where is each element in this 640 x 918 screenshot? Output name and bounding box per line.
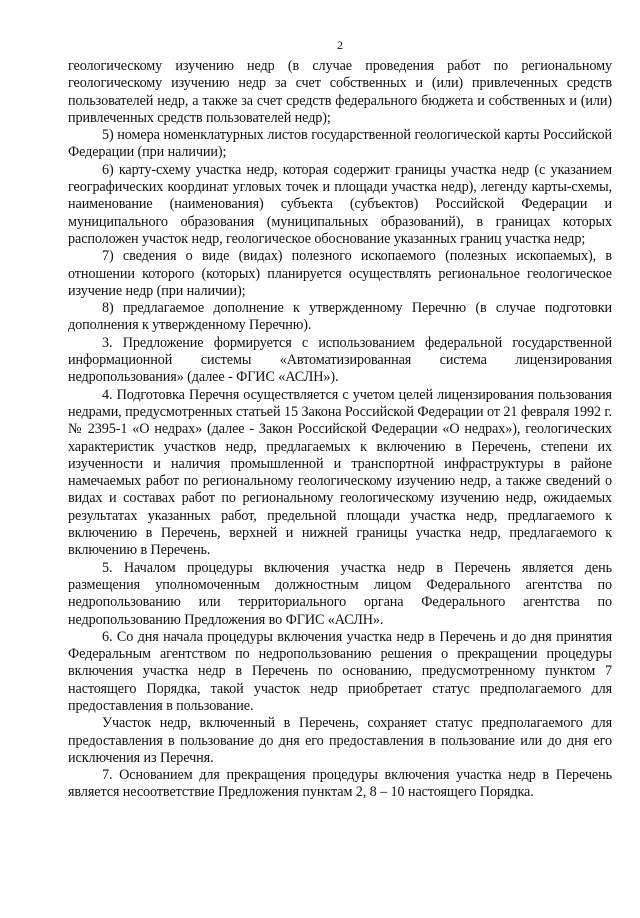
- paragraph-clause-5: 5. Началом процедуры включения участка недр в Перечень является день размещения уполномоченным должностным лицом Федерального агентства по недропользованию или территориального органа Федерального агентства по недропользованию Предложения во ФГИС «АСЛН».: [68, 559, 612, 628]
- paragraph-item-5: 5) номера номенклатурных листов государственной геологической карты Российской Федерации (при наличии);: [68, 127, 612, 161]
- paragraph-clause-3: 3. Предложение формируется с использованием федеральной государственной информационной системы «Автоматизированная система лицензирования недропользования» (далее - ФГИС «АСЛН»).: [68, 334, 612, 386]
- paragraph-item-7: 7) сведения о виде (видах) полезного ископаемого (полезных ископаемых), в отношении которого (которых) планируется осуществлять региональное геологическое изучение недр (при наличии);: [68, 248, 612, 299]
- paragraph-clause-7: 7. Основанием для прекращения процедуры включения участка недр в Перечень является несоответствие Предложения пунктам 2, 8 – 10 настоящего Порядка.: [68, 767, 612, 801]
- paragraph-clause-4: 4. Подготовка Перечня осуществляется с учетом целей лицензирования пользования недрами, предусмотренных статьей 15 Закона Российской Федерации от 21 февраля 1992 г. № 2395-1 «О недрах» (далее - Закон Российской Федерации «О недрах»), геологических характеристик участков недр, предлагаемых к включению в Перечень, степени их изученности и наличия промышленной и транспортной инфраструктуры в районе намечаемых работ по региональному геологическому изучению недр, а также сведений о видах и составах работ по региональному геологическому изучению недр, ожидаемых результатах указанных работ, предельной площади участка недр, предлагаемого к включению в Перечень, верхней и нижней границы участка недр, предлагаемого к включению в Перечень.: [68, 386, 612, 559]
- paragraph-continuation: геологическому изучению недр (в случае проведения работ по региональному геологическому изучению недр за счет собственных и (или) привлеченных средств пользователей недр, а также за счет средств федерального бюджета и собственных и (или) привлеченных средств пользователей недр);: [68, 58, 612, 126]
- paragraph-clause-6: 6. Со дня начала процедуры включения участка недр в Перечень и до дня принятия Федеральным агентством по недропользованию решения о прекращении процедуры включения участка недр в Перечень по основанию, предусмотренному пунктом 7 настоящего Порядка, такой участок недр приобретает статус предполагаемого для предоставления в пользование.: [68, 628, 612, 714]
- paragraph-item-6: 6) карту-схему участка недр, которая содержит границы участка недр (с указанием географических координат угловых точек и площади участка недр), легенду карты-схемы, наименование (наименования) субъекта (субъектов) Российской Федерации и муниципального образования (муниципальных образований), в границах которых расположен участок недр, геологическое обоснование указанных границ участка недр;: [68, 161, 612, 247]
- page-number: 2: [337, 38, 343, 52]
- paragraph-item-8: 8) предлагаемое дополнение к утвержденному Перечню (в случае подготовки дополнения к утвержденному Перечню).: [68, 300, 612, 334]
- paragraph-clause-6-continued: Участок недр, включенный в Перечень, сохраняет статус предполагаемого для предоставления в пользование до дня его предоставления в пользование или до дня его исключения из Перечня.: [68, 715, 612, 766]
